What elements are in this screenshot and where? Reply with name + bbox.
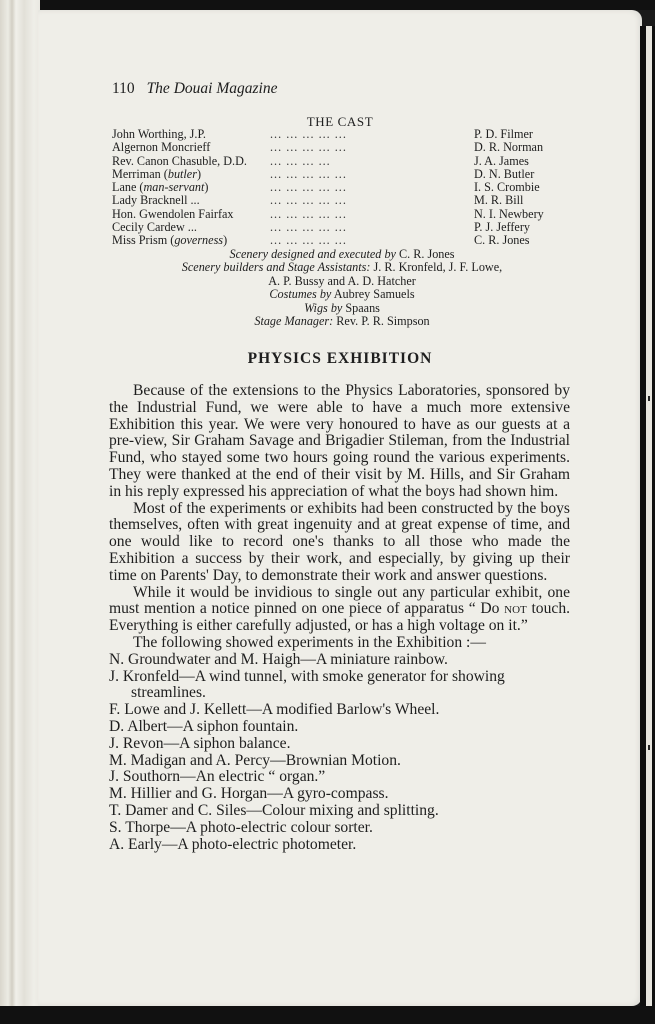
- scan-bottom-border: [0, 1006, 655, 1024]
- book-page-edges: [0, 0, 40, 1024]
- cast-dots: ... ... ... ... ...: [270, 181, 347, 195]
- paragraph-3: While it would be invidious to single out any particular exhibit, one must mention a notice pinned on one piece of apparatus “ Do not touch. Everything is either carefully adjusted, or has a high voltage on it.”: [109, 583, 571, 635]
- magazine-title: The Douai Magazine: [146, 80, 278, 97]
- cast-actor: I. S. Crombie: [474, 180, 540, 195]
- cast-role: Cecily Cardew ...: [112, 221, 197, 235]
- cast-dots: ... ... ... ... ...: [270, 207, 347, 221]
- exhibit-item: S. Thorpe—A photo-electric colour sorter.: [109, 818, 373, 836]
- cast-role: Algernon Moncrieff: [112, 141, 211, 155]
- scan-mark: [648, 396, 650, 401]
- scan-right-border: [640, 26, 655, 1016]
- cast-row: [112, 168, 564, 181]
- cast-row: [112, 181, 564, 194]
- article-title: PHYSICS EXHIBITION: [247, 350, 433, 367]
- cast-actor: N. I. Newbery: [474, 206, 544, 221]
- cast-actor: P. J. Jeffery: [474, 220, 530, 235]
- stage-manager-credit: Stage Manager: Rev. P. R. Simpson: [254, 314, 430, 329]
- cast-row: [112, 221, 564, 234]
- cast-dots: ... ... ... ... ...: [270, 128, 347, 141]
- cast-dots: ... ... ... ... ...: [270, 141, 347, 155]
- cast-role: Rev. Canon Chasuble, D.D.: [112, 154, 247, 168]
- production-credits: [112, 248, 572, 328]
- cast-dots: ... ... ... ... ...: [270, 234, 347, 248]
- cast-dots: ... ... ... ... ...: [270, 221, 347, 235]
- scan-mark: [648, 745, 650, 750]
- cast-dots: ... ... ... ...: [270, 154, 331, 168]
- cast-role: Hon. Gwendolen Fairfax: [112, 207, 234, 221]
- cast-row: [112, 194, 564, 207]
- cast-role: Merriman (butler): [112, 167, 202, 181]
- cast-role: Miss Prism (governess): [112, 234, 228, 248]
- exhibit-item: T. Damer and C. Siles—Colour mixing and splitting.: [109, 801, 439, 819]
- exhibit-item: J. Southorn—An electric “ organ.”: [109, 768, 326, 786]
- exhibit-item: N. Groundwater and M. Haigh—A miniature rainbow.: [109, 650, 448, 668]
- paragraph-2: Most of the experiments or exhibits had been constructed by the boys themselves, often with great ingenuity and at great expense of time, and one would like to record one's thanks to all those who made the Exhibition a success by their work, and especially, by giving up their time on Parents' Day, to demonstrate their work and answer questions.: [109, 499, 570, 584]
- exhibit-list: [109, 652, 570, 854]
- exhibit-item: J. Revon—A siphon balance.: [109, 734, 291, 752]
- page-number: 110: [112, 80, 135, 97]
- cast-role: Lane (man-servant): [112, 181, 209, 195]
- cast-actor: P. D. Filmer: [474, 127, 533, 141]
- builders-credit: Scenery builders and Stage Assistants: J. R. Kronfeld, J. F. Lowe,: [181, 260, 503, 275]
- cast-dots: ... ... ... ... ...: [270, 167, 347, 181]
- cast-row: [112, 141, 564, 154]
- cast-row: [112, 208, 564, 221]
- scenery-credit: Scenery designed and executed by C. R. Jones: [229, 247, 455, 261]
- cast-role: Lady Bracknell ...: [112, 194, 200, 208]
- cast-actor: M. R. Bill: [474, 193, 524, 208]
- cast-dots: ... ... ... ... ...: [270, 194, 347, 208]
- cast-row: [112, 128, 564, 141]
- cast-actor: D. N. Butler: [474, 166, 535, 181]
- costumes-credit: Costumes by Aubrey Samuels: [269, 287, 415, 302]
- paragraph-1: Because of the extensions to the Physics Laboratories, sponsored by the Industrial Fund, we were able to have a much more extensive Exhibition this year. We were very honoured to have as our guests at a pre-view, Sir Graham Savage and Brigadier Stileman, from the Industrial Fund, who stayed some two hours going round the various experiments. They were thanked at the end of their visit by M. Hills, and Sir Graham in his reply expressed his appreciation of what the boys had shown him.: [109, 382, 570, 500]
- cast-actor: D. R. Norman: [474, 140, 544, 155]
- builders-credit-cont: A. P. Bussy and A. D. Hatcher: [268, 273, 416, 288]
- cast-role: John Worthing, J.P.: [112, 128, 206, 141]
- exhibit-item: M. Madigan and A. Percy—Brownian Motion.: [109, 751, 401, 769]
- exhibit-item: J. Kronfeld—A wind tunnel, with smoke generator for showing streamlines.: [109, 667, 505, 702]
- article-body: [109, 383, 570, 853]
- exhibit-item: D. Albert—A siphon fountain.: [109, 717, 299, 735]
- cast-heading: THE CAST: [306, 114, 374, 129]
- cast-row: [112, 155, 564, 168]
- cast-row: [112, 234, 564, 247]
- wigs-credit: Wigs by Spaans: [304, 300, 380, 315]
- cast-actor: J. A. James: [474, 153, 529, 168]
- cast-list: [112, 128, 564, 248]
- paragraph-4: The following showed experiments in the Exhibition :—: [133, 633, 486, 651]
- running-header: [112, 80, 277, 98]
- exhibit-item: A. Early—A photo-electric photometer.: [109, 835, 357, 853]
- exhibit-item: F. Lowe and J. Kellett—A modified Barlow's Wheel.: [109, 701, 440, 719]
- cast-actor: C. R. Jones: [474, 233, 530, 248]
- scan-top-border: [0, 0, 655, 10]
- exhibit-item: M. Hillier and G. Horgan—A gyro-compass.: [109, 785, 389, 803]
